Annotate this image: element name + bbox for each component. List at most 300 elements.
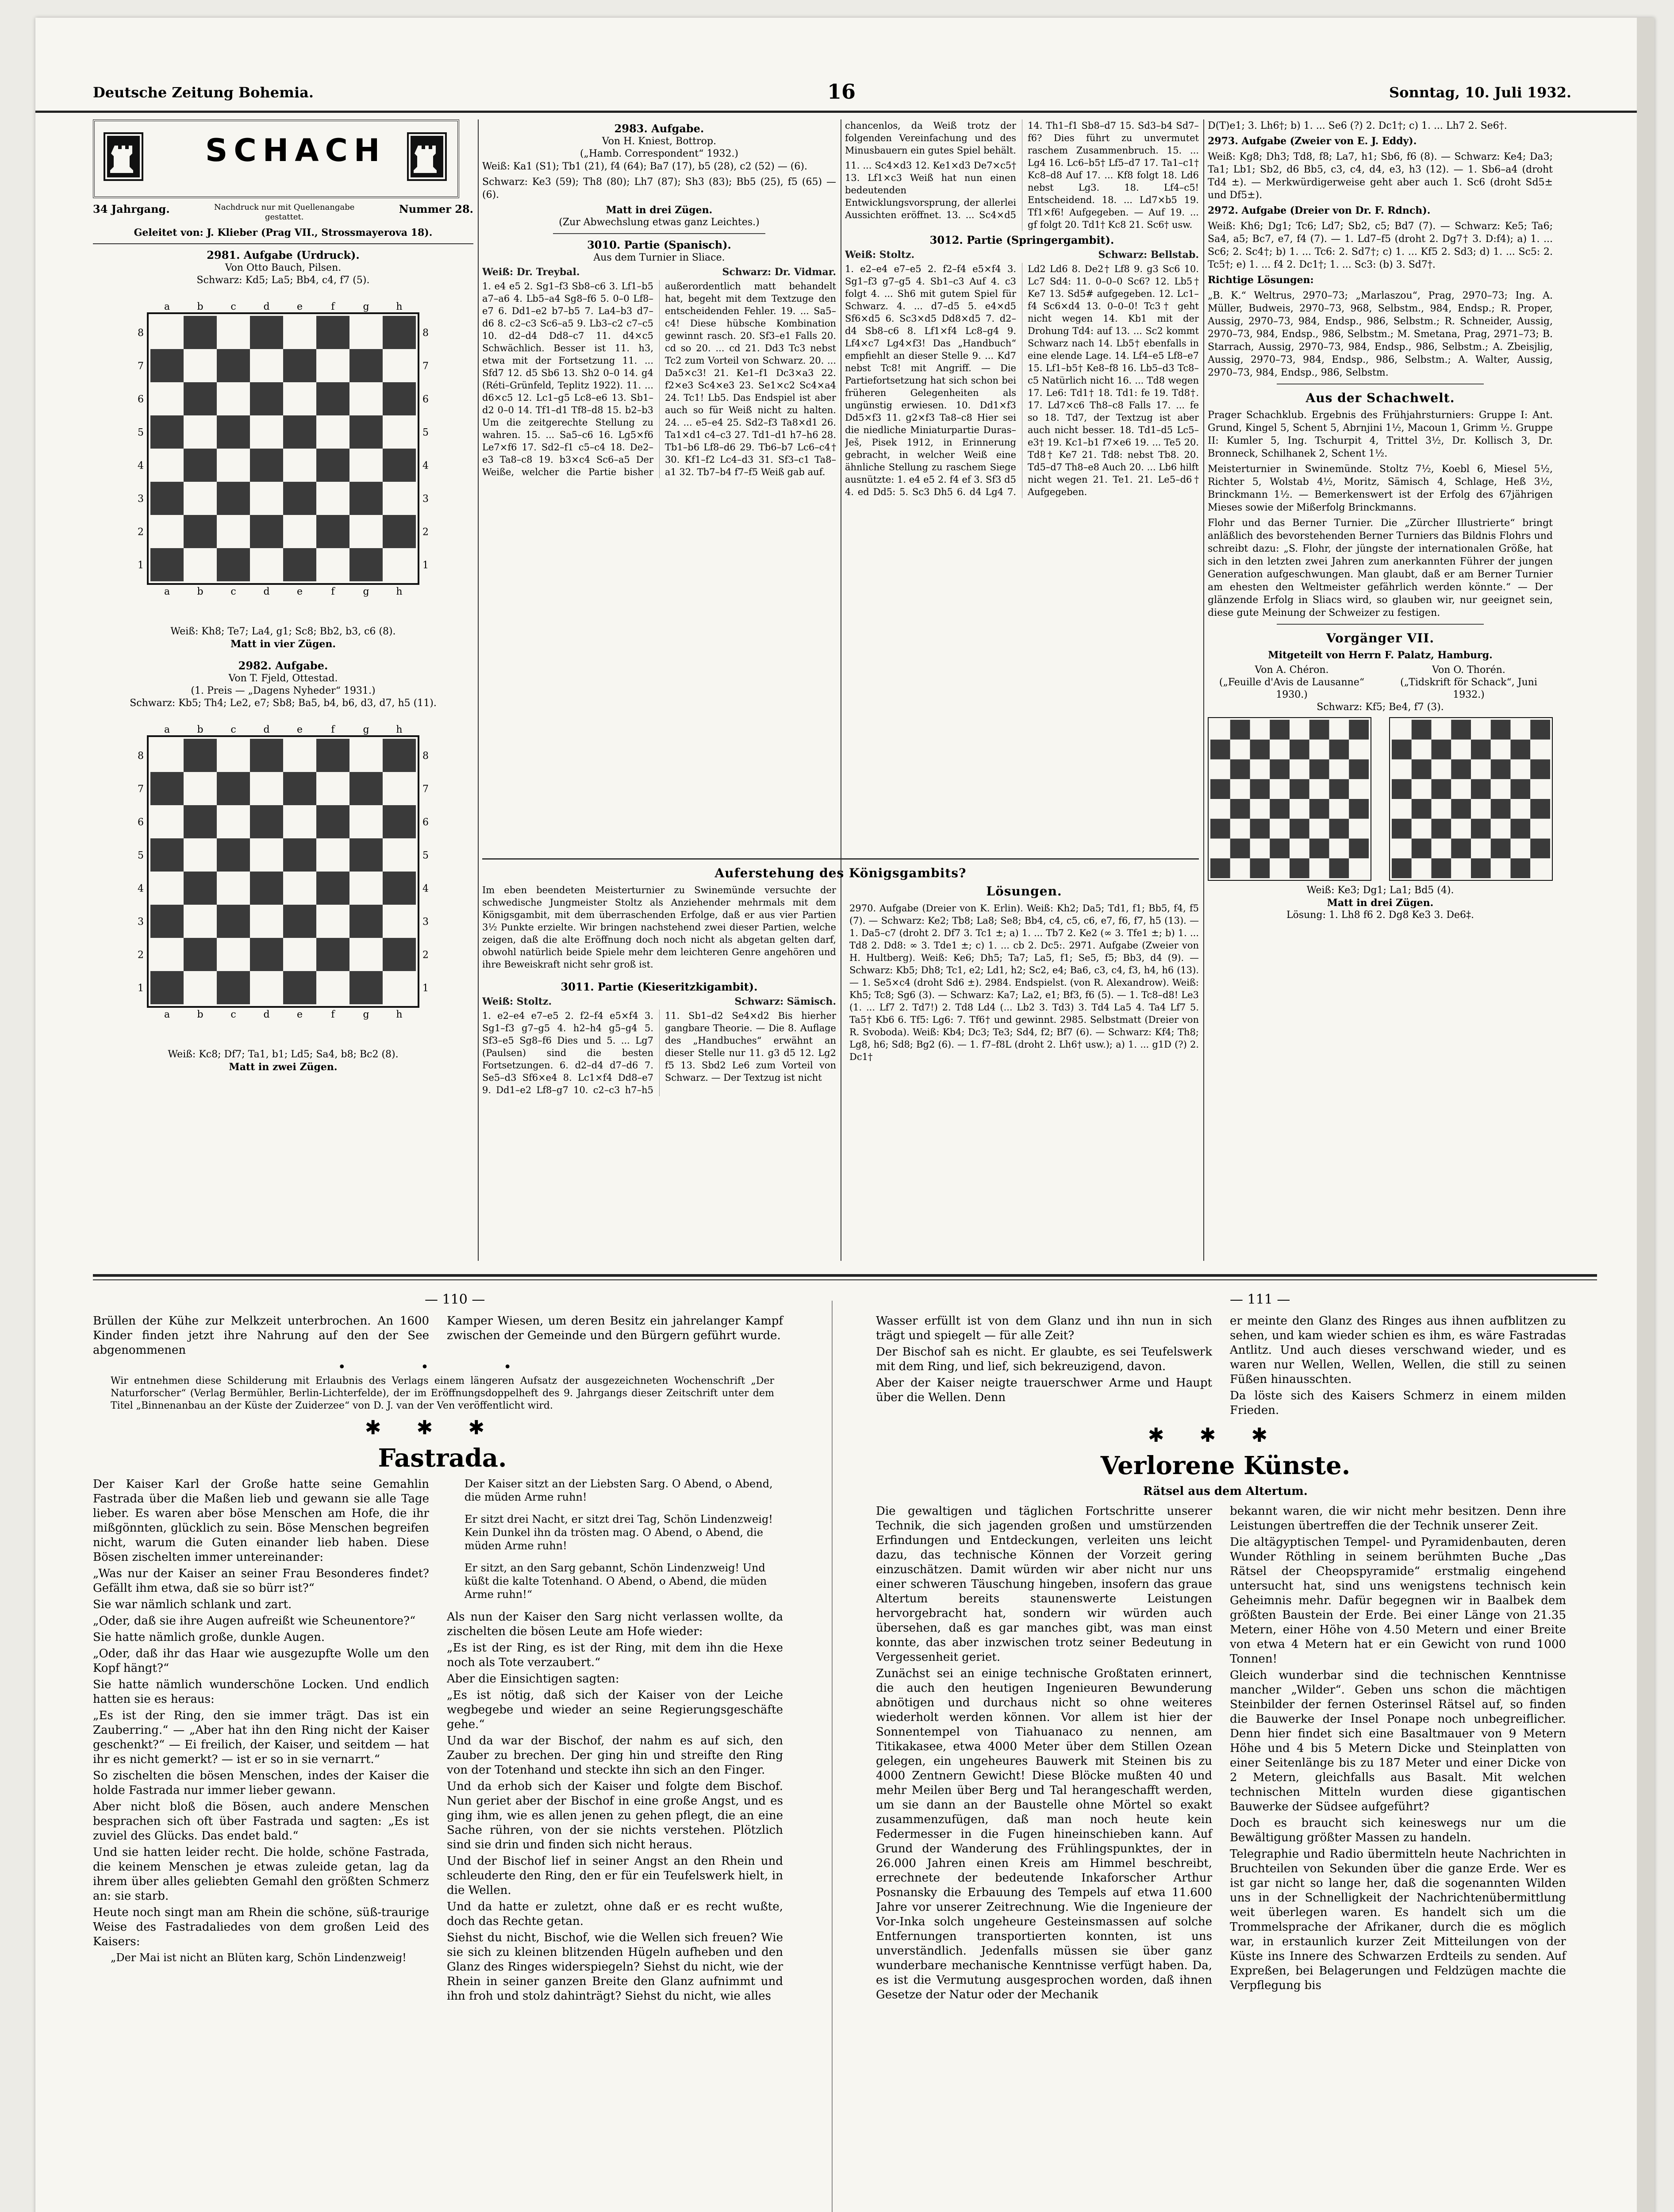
story-paragraph: Und da erhob sich der Kaiser und folgte dem Bischof. Nun geriet aber der Bischof in eine große Angst, und es ging ihm, wie es allen jenen zu gehen pflegt, die an eine Sache rühren, von der sie nichts verstehen. Plötzlich sind sie drin und finden sich nicht heraus. [447, 1780, 783, 1851]
board-rank-label: 3 [422, 916, 429, 928]
story-paragraph: „Es ist nötig, daß sich der Kaiser von der Leiche wegbegebe und wieder an seine Regierungsgeschäfte gehe.“ [447, 1689, 783, 1731]
solution-continuation: D(T)e1; 3. Lh6†; b) 1. ... Se6 (?) 2. Dc1†; c) 1. ... Lh7 2. Se6†. [1208, 120, 1507, 131]
board-square [1210, 779, 1230, 799]
board-square [349, 515, 383, 548]
board-square [1290, 760, 1309, 780]
vorgaenger-source: Mitgeteilt von Herrn F. Palatz, Hamburg. [1268, 649, 1493, 661]
board-square [184, 805, 217, 838]
board-square [1491, 839, 1511, 859]
board-square [1210, 740, 1230, 760]
board-square [1471, 720, 1491, 740]
board-square [1270, 839, 1290, 859]
problem-white: Weiß: Kh8; Te7; La4, g1; Sc8; Bb2, b3, c6 (8). [170, 626, 396, 637]
board-square [316, 905, 349, 938]
board-square [1230, 819, 1250, 839]
board-file-label: f [331, 724, 335, 735]
board-square [184, 739, 217, 772]
board-rank-label: 2 [138, 949, 144, 961]
news-item: Meisterturnier in Swinemünde. Stoltz 7½, Koebl 6, Miesel 5½, Richter 5, Wolstab 4½, Moritz, Sämisch 4, Schlage, Heß 3½, Brinckmann 1½. — Bemerkenswert ist der Erfolg des 67jährigen Mieses sowie der Mißerfolg Brinckmanns. [1208, 464, 1553, 513]
board-file-label: a [164, 1009, 170, 1020]
article-title: Verlorene Künste. [1100, 1451, 1351, 1480]
column-rule [1203, 119, 1204, 1261]
board-square [1530, 858, 1550, 878]
board-square [1432, 740, 1451, 760]
board-square [250, 838, 283, 872]
board-square [383, 515, 416, 548]
verse: „Der Mai ist nicht an Blüten karg, Schön Lindenzweig! [111, 1951, 407, 1964]
board-square [1471, 819, 1491, 839]
board-square [1250, 740, 1270, 760]
board-square [217, 548, 250, 581]
board-square [283, 382, 316, 415]
article-paragraph: Die gewaltigen und täglichen Fortschritte unserer Technik, die sich jagenden großen und umstürzenden Erfindungen und Entdeckungen, verleiten uns leicht dazu, das technische Können der Vorzeit gering einzuschätzen. Damit würden wir aber nicht nur uns einer schweren Täuschung hingeben, insofern das graue Altertum bereits staunenswerte Leistungen hervorgebracht hat, sondern wir würden auch übersehen, daß es gar manches gibt, was man einst konnte, das aber inzwischen trotz seiner Bedeutung in Vergessenheit geriet. [876, 1505, 1212, 1664]
board-rank-label: 4 [138, 883, 144, 895]
story-paragraph: Heute noch singt man am Rhein die schöne, süß-traurige Weise des Fastradaliedes von dem großen Leid des Kaisers: [93, 1906, 429, 1948]
article-paragraph: bekannt waren, die wir nicht mehr besitzen. Denn ihre Leistungen übertreffen die der Technik unserer Zeit. [1230, 1505, 1566, 1532]
board-square [217, 482, 250, 515]
board-square [316, 449, 349, 482]
board-square [1290, 799, 1309, 819]
board-square [1270, 819, 1290, 839]
board-square [1290, 720, 1309, 740]
board-square [1392, 839, 1412, 859]
board-square [283, 805, 316, 838]
story-paragraph: er meinte den Glanz des Ringes aus ihnen aufblitzen zu sehen, und kam wieder schien es ihm, es wäre Fastradas Antlitz. Und auch dieses verschwand wieder, und es waren nur Wellen, Wellen, Wellen, die still zu seinen Füßen hinausschten. [1230, 1314, 1566, 1386]
story-paragraph: Wasser erfüllt ist von dem Glanz und ihn nun in sich trägt und spiegelt — für alle Zeit? [876, 1314, 1212, 1342]
board-rank-label: 7 [422, 783, 429, 795]
board-square [1230, 799, 1250, 819]
board-rank-label: 6 [138, 394, 144, 405]
section-divider [93, 1274, 1597, 1277]
chess-board-2982 [133, 717, 434, 1044]
board-square [349, 838, 383, 872]
section-intro: Im eben beendeten Meisterturnier zu Swinemünde versuchte der schwedische Jungmeister Stoltz als Anziehender mehrmals mit dem Königsgambit, mit dem überraschenden Erfolge, daß er aus vier Partien 3½ Punkte erzielte. Wir bringen nachstehend zwei dieser Partien, welche zeigen, daß die alte Eröffnung doch noch nicht als abgetan gelten darf, obwohl natürlich beide Spiele mehr dem leichteren Genre angehören und ihre Beweiskraft nicht sehr groß ist. [482, 885, 836, 970]
feuilleton-right [876, 1314, 1575, 2212]
board-file-label: b [197, 1009, 203, 1020]
board-file-label: g [363, 724, 369, 735]
solvers-list: „B. K.“ Weltrus, 2970–73; „Marlaszou“, Prag, 2970–73; Ing. A. Müller, Budweis, 2970–73, 968, Selbstm., 984, Endsp.; R. Proper, Aussig, 2970–73, 984, Endsp., 986, Selbstm.; R. Schneider, Aussig, 2970–73, 984, Endsp., 986, Selbstm.; M. Smetana, Prag, 2971–73; B. Starrach, Aussig, 2970–73, 984, Endsp., 986, Selbstm.; A. Zbeisjlig, Aussig, 2970–73, 984, Endsp., 986, Selbstm.; A. Walter, Aussig, 2970–73, 984, Endsp., 986, Selbstm. [1208, 290, 1553, 378]
board-square [1270, 760, 1290, 780]
board-square [1250, 760, 1270, 780]
board-square [1412, 819, 1432, 839]
text-fragment: Brüllen der Kühe zur Melkzeit unterbrochen. An 1600 Kinder finden jetzt ihre Nahrung auf den der See abgenommenen [93, 1314, 429, 1357]
board-square [283, 482, 316, 515]
board-square [184, 938, 217, 971]
story-paragraph: Als nun der Kaiser den Sarg nicht verlassen wollte, da zischelten die bösen Leute am Hofe wieder: [447, 1610, 783, 1638]
board-square [1230, 858, 1250, 878]
chess-board-vorgaenger-right [1389, 717, 1553, 881]
board-square [1329, 858, 1349, 878]
board-square [184, 872, 217, 905]
board-square [250, 548, 283, 581]
board-square [316, 415, 349, 449]
news-item: Prager Schachklub. Ergebnis des Frühjahrsturniers: Gruppe I: Ant. Grund, Kingel 5, Schent 5, Abrnjini 1½, Macoun 1, Grimm ½. Gruppe II: Kumler 5, Ing. Tschurpit 4, Trittel 3½, Dr. Kollisch 3, Dr. Bronneck, Schilhanek 2, Schent 1½. [1208, 410, 1553, 459]
board-square [1471, 740, 1491, 760]
board-file-label: e [296, 1009, 303, 1020]
board-square [1432, 760, 1451, 780]
problem-title: 2982. Aufgabe. [238, 659, 328, 672]
board-square [250, 971, 283, 1004]
board-square [150, 415, 184, 449]
vorgaenger-author: Von A. Chéron. [1255, 664, 1329, 676]
problem-note: (Zur Abwechslung etwas ganz Leichtes.) [559, 217, 760, 228]
board-square [1491, 858, 1511, 878]
board-square [217, 905, 250, 938]
board-square [1451, 839, 1471, 859]
board-square [184, 449, 217, 482]
story-paragraph: Sie hatte nämlich wunderschöne Locken. Und endlich hatten sie es heraus: [93, 1678, 429, 1706]
board-square [1451, 819, 1471, 839]
story-paragraph: Und der Bischof lief in seiner Angst an den Rhein und schleuderte den Ring, den er für ein Teufelswerk hielt, in die Wellen. [447, 1855, 783, 1897]
section-heading: Vorgänger VII. [1326, 631, 1435, 645]
story-paragraph: Aber nicht bloß die Bösen, auch andere Menschen besprachen sich oft über Fastrada und sagten: „Es ist zuviel des Glücks. Das endet bald.“ [93, 1800, 429, 1843]
board-square [217, 515, 250, 548]
board-square [1412, 720, 1432, 740]
story-title: Fastrada. [378, 1444, 507, 1473]
page-number: 16 [827, 80, 856, 104]
board-square [316, 739, 349, 772]
board-rank-label: 1 [422, 560, 429, 571]
article-column [876, 1504, 1212, 2004]
board-square [316, 349, 349, 382]
board-file-label: f [331, 1009, 335, 1020]
board-square [1432, 819, 1451, 839]
story-paragraph: Aber der Kaiser neigte trauerschwer Arme und Haupt über die Wellen. Denn [876, 1376, 1212, 1404]
article-column [1230, 1504, 1566, 2004]
board-square [217, 349, 250, 382]
board-square [349, 938, 383, 971]
vorgaenger-author: Von O. Thorén. [1432, 664, 1505, 676]
problem-black: Schwarz: Ke3 (59); Th8 (80); Lh7 (87); Sh3 (83); Bb5 (25), f5 (65) — (6). [482, 177, 836, 200]
board-square [383, 905, 416, 938]
board-square [184, 971, 217, 1004]
board-square [150, 515, 184, 548]
problem-solution: Lösung: 1. Lh8 f6 2. Dg8 Ke3 3. De6‡. [1286, 910, 1474, 921]
solution-title: 2973. Aufgabe (Zweier von E. J. Eddy). [1208, 135, 1417, 147]
board-square [316, 805, 349, 838]
board-rank-label: 8 [138, 327, 144, 339]
board-square [250, 482, 283, 515]
problem-white: Weiß: Ka1 (S1); Tb1 (21), f4 (64); Ba7 (17), b5 (28), c2 (52) — (6). [482, 161, 808, 172]
problem-source: („Hamb. Correspondent“ 1932.) [580, 148, 739, 159]
board-square [1451, 799, 1471, 819]
board-rank-label: 8 [422, 750, 429, 762]
board-square [1210, 760, 1230, 780]
board-square [1412, 858, 1432, 878]
board-square [150, 548, 184, 581]
problem-task: Matt in drei Zügen. [606, 204, 713, 216]
board-square [1329, 720, 1349, 740]
board-square [1451, 740, 1471, 760]
board-rank-label: 7 [138, 783, 144, 795]
board-file-label: e [296, 724, 303, 735]
board-square [1491, 819, 1511, 839]
board-square [1309, 760, 1329, 780]
game-black: Schwarz: Dr. Vidmar. [722, 266, 836, 278]
board-square [316, 548, 349, 581]
board-square [250, 938, 283, 971]
board-square [184, 772, 217, 805]
board-square [349, 872, 383, 905]
story-paragraph: Sie hatte nämlich große, dunkle Augen. [93, 1631, 325, 1644]
board-file-label: b [197, 724, 203, 735]
board-square [1329, 819, 1349, 839]
problem-author: Von H. Kniest, Bottrop. [602, 136, 717, 147]
board-square [1329, 839, 1349, 859]
board-square [383, 349, 416, 382]
board-square [1530, 799, 1550, 819]
board-square [250, 805, 283, 838]
board-square [184, 382, 217, 415]
board-square [316, 772, 349, 805]
board-square [1210, 799, 1230, 819]
board-square [1451, 760, 1471, 780]
board-square [1432, 839, 1451, 859]
game-players [482, 995, 836, 1008]
board-square [1392, 858, 1412, 878]
page-gutter [832, 1301, 833, 2212]
board-square [383, 316, 416, 349]
board-file-label: d [263, 1009, 270, 1020]
board-square [383, 548, 416, 581]
board-square [1392, 819, 1412, 839]
board-square [1230, 760, 1250, 780]
section-heading: Auferstehung des Königsgambits? [714, 866, 967, 880]
game-title: 3012. Partie (Springergambit). [929, 234, 1114, 246]
story-paragraph: Und da hatte er zuletzt, ohne daß er es recht wußte, doch das Rechte getan. [447, 1900, 783, 1928]
board-file-label: c [230, 1009, 236, 1020]
board-square [217, 805, 250, 838]
board-rank-label: 3 [422, 493, 429, 505]
problem-author: Von T. Fjeld, Ottestad. [228, 673, 338, 684]
board-square [150, 838, 184, 872]
board-square [1329, 779, 1349, 799]
game-intro: chancenlos, da Weiß trotz der folgenden Vereinfachung und des Minusbauern ein gutes Spiel behält. [845, 120, 1016, 156]
board-square [184, 515, 217, 548]
vorgaenger-authors [1208, 664, 1553, 701]
board-square [250, 772, 283, 805]
board-file-label: f [331, 586, 335, 597]
board-rank-label: 2 [138, 526, 144, 538]
article-paragraph: Doch es braucht sich keineswegs nur um die Bewältigung größter Massen zu handeln. [1230, 1816, 1566, 1844]
board-square [1412, 799, 1432, 819]
board-rank-label: 1 [138, 560, 144, 571]
page-header [35, 18, 1655, 113]
board-square [250, 905, 283, 938]
board-square [1511, 858, 1531, 878]
board-file-label: b [197, 586, 203, 597]
vorgaenger-source: („Feuille d'Avis de Lausanne“ 1930.) [1219, 677, 1365, 700]
board-square [316, 838, 349, 872]
story-paragraph: „Es ist der Ring, es ist der Ring, mit dem ihn die Hexe noch als Tote verzaubert.“ [447, 1641, 783, 1669]
board-rank-label: 4 [422, 883, 429, 895]
board-square [1491, 760, 1511, 780]
board-square [349, 415, 383, 449]
board-square [1290, 740, 1309, 760]
board-file-label: h [396, 1009, 403, 1020]
board-square [1250, 819, 1270, 839]
solution-title: 2972. Aufgabe (Dreier von Dr. F. Rdnch). [1208, 205, 1431, 216]
board-square [1412, 760, 1432, 780]
board-rank-label: 2 [422, 949, 429, 961]
board-square [184, 349, 217, 382]
board-file-label: c [230, 586, 236, 597]
board-square [217, 382, 250, 415]
game-title: 3010. Partie (Spanisch). [587, 238, 731, 251]
board-square [250, 872, 283, 905]
board-square [383, 415, 416, 449]
board-square [383, 971, 416, 1004]
board-square [383, 838, 416, 872]
board-square [1349, 858, 1369, 878]
board-square [1329, 760, 1349, 780]
board-square [316, 316, 349, 349]
board-square [1270, 779, 1290, 799]
board-square [1491, 799, 1511, 819]
board-square [1392, 760, 1412, 780]
ornament: ✱✱✱ [365, 1417, 520, 1439]
board-square [1309, 720, 1329, 740]
text-fragment: Kamper Wiesen, um deren Besitz ein jahrelanger Kampf zwischen der Gemeinde und den Bürgern geführt wurde. [447, 1314, 783, 1342]
board-rank-label: 6 [138, 817, 144, 828]
board-square [349, 905, 383, 938]
problem-white: Weiß: Ke3; Dg1; La1; Bd5 (4). [1306, 885, 1454, 896]
schach-title: SCHACH [205, 132, 386, 169]
board-square [283, 872, 316, 905]
board-square [349, 316, 383, 349]
board-square [1230, 740, 1250, 760]
board-square [1471, 839, 1491, 859]
board-square [349, 805, 383, 838]
problem-black: Schwarz: Kf5; Be4, f7 (3). [1317, 702, 1444, 713]
column-rule [478, 119, 479, 1261]
board-square [1412, 839, 1432, 859]
news-item: Flohr und das Berner Turnier. Die „Zürcher Illustrierte“ bringt anläßlich des bevorstehenden Berner Turniers das Bildnis Flohrs und schreibt dazu: „S. Flohr, der jüngste der internationalen Größe, hat sich in den letzten zwei Jahren zum anerkannten Führer der jungen Generation aufgeschwungen. Man glaubt, daß er am Berner Turnier am ehesten den Weltmeister gefährlich werden könnte.“ — Der glänzende Erfolg in Sliacs wird, so glauben wir, nur geeignet sein, diese gute Meinung der Schweizer zu festigen. [1208, 518, 1553, 618]
board-rank-label: 5 [422, 850, 429, 861]
board-square [316, 971, 349, 1004]
ornament: ✱✱✱ [1148, 1424, 1303, 1447]
board-square [184, 838, 217, 872]
chess-board-vorgaenger-left [1208, 717, 1371, 881]
source-note: Wir entnehmen diese Schilderung mit Erlaubnis des Verlags einem längeren Aufsatz der ausgezeichneten Wochenschrift „Der Naturforscher“ (Verlag Bermühler, Berlin-Lichterfelde), der im Eröffnungsdoppelheft des 9. Jahrgangs dieser Zeitschrift unter dem Titel „Binnenanbau an der Küste der Zuiderzee“ von D. J. van der Ven veröffentlicht wird. [111, 1375, 774, 1411]
rook-icon [407, 132, 447, 181]
board-square [349, 449, 383, 482]
board-square [1432, 799, 1451, 819]
board-square [1230, 779, 1250, 799]
board-file-label: c [230, 301, 236, 312]
game-black: Schwarz: Sämisch. [734, 996, 836, 1007]
article-paragraph: Zunächst sei an einige technische Großtaten erinnert, die auch den heutigen Ingenieuren Bewunderung abnötigen und durchaus nicht so ohne weiteres wiederholt werden können. Vor allem ist hier der Sonnentempel von Tiahuanaco zu nennen, am Titikakasee, etwa 4000 Meter über dem Stillen Ozean gelegen, ein ungeheures Bauwerk mit Steinen bis zu 4000 Zentnern Gewicht! Diese Blöcke mußten 40 und mehr Meilen über Berg und Tal herangeschafft werden, um sie dann an der Baustelle ohne Mörtel so exakt zusammenzufügen, daß man noch heute kein Federmesser in die Fugen hineinschieben kann. Auf Grund der Wanderung des Frühlingspunktes, der in 26.000 Jahren einen Kreis am Himmel beschreibt, errechnete der bedeutende Inkaforscher Arthur Posnansky die Erbauung des Tempels auf etwa 11.600 Jahre vor unserer Zeitrechnung. Wie die Ingenieure der Vor-Inka solch ungeheure Gesteinsmassen auf solche Entfernungen transportierten konnten, ist uns unverständlich. Jedenfalls müssen sie über ganz wunderbare mechanische Kenntnisse verfügt haben. Da, es ist die Vermutung ausgesprochen worden, daß ihnen Gesetze der Natur oder der Mechanik [876, 1667, 1212, 2001]
board-square [383, 805, 416, 838]
board-square [1250, 799, 1270, 819]
board-square [349, 772, 383, 805]
board-square [316, 872, 349, 905]
game-players [482, 266, 836, 278]
board-square [1349, 819, 1369, 839]
board-file-label: h [396, 724, 403, 735]
board-square [283, 971, 316, 1004]
story-paragraph: „Es ist der Ring, den sie immer trägt. Das ist ein Zauberring.“ — „Aber hat ihn den Ring nicht der Kaiser geschenkt?“ — Ei freilich, der Kaiser, und seitdem — hat ihr es nicht gemerkt? — ist er so in sie vernarrt.“ [93, 1709, 429, 1766]
board-rank-label: 3 [138, 916, 144, 928]
board-square [1270, 799, 1290, 819]
board-rank-label: 1 [138, 983, 144, 994]
board-rank-label: 6 [422, 394, 429, 405]
rook-icon [104, 132, 143, 181]
solvers-heading: Richtige Lösungen: [1208, 274, 1314, 286]
board-square [316, 482, 349, 515]
story-paragraph: Sie war nämlich schlank und zart. [93, 1598, 292, 1611]
board-square [283, 905, 316, 938]
board-square [1349, 779, 1369, 799]
board-square [1471, 858, 1491, 878]
board-square [1230, 839, 1250, 859]
board-square [1329, 799, 1349, 819]
feuilleton-left [93, 1314, 792, 2212]
board-square [150, 805, 184, 838]
board-square [1309, 819, 1329, 839]
section-heading: Lösungen. [986, 884, 1062, 899]
board-square [1349, 760, 1369, 780]
story-paragraph: Da löste sich des Kaisers Schmerz in einem milden Frieden. [1230, 1389, 1566, 1417]
chess-column-1 [93, 119, 473, 1261]
board-square [1250, 858, 1270, 878]
story-column [447, 1477, 783, 2005]
board-square [383, 739, 416, 772]
board-square [1451, 779, 1471, 799]
board-square [150, 872, 184, 905]
board-square [1230, 720, 1250, 740]
board-square [184, 905, 217, 938]
board-file-label: f [331, 301, 335, 312]
story-paragraph: Der Bischof sah es nicht. Er glaubte, es sei Teufelswerk mit dem Ring, und lief, sich bekreuzigend, davon. [876, 1345, 1212, 1373]
board-square [1530, 779, 1550, 799]
board-square [1270, 720, 1290, 740]
board-file-label: a [164, 586, 170, 597]
problem-author: Von Otto Bauch, Pilsen. [225, 262, 342, 273]
story-paragraph: So zischelten die bösen Menschen, indes der Kaiser die holde Fastrada nur immer lieber gewann. [93, 1769, 429, 1797]
board-square [184, 482, 217, 515]
board-square [1511, 779, 1531, 799]
board-square [1349, 740, 1369, 760]
board-square [1530, 740, 1550, 760]
story-paragraph: Und da war der Bischof, der nahm es auf sich, den Zauber zu brechen. Der ging hin und streifte den Ring von der Totenhand und steckte ihn sich an den Finger. [447, 1734, 783, 1777]
board-file-label: h [396, 586, 403, 597]
verse: Der Kaiser sitzt an der Liebsten Sarg. O Abend, o Abend, die müden Arme ruhn! [465, 1478, 773, 1503]
board-square [217, 938, 250, 971]
newspaper-page [35, 18, 1655, 2212]
board-square [1491, 720, 1511, 740]
board-square [1432, 858, 1451, 878]
board-square [1210, 819, 1230, 839]
board-square [1309, 740, 1329, 760]
board-square [1471, 760, 1491, 780]
chess-board-2981 [133, 294, 434, 621]
board-square [1432, 779, 1451, 799]
board-file-label: a [164, 301, 170, 312]
section-heading: Aus der Schachwelt. [1305, 391, 1455, 405]
board-square [250, 382, 283, 415]
board-square [1270, 740, 1290, 760]
board-square [1511, 760, 1531, 780]
board-rank-label: 5 [138, 850, 144, 861]
board-rank-label: 4 [422, 460, 429, 472]
board-square [283, 938, 316, 971]
board-square [1290, 858, 1309, 878]
board-rank-label: 6 [422, 817, 429, 828]
board-square [383, 382, 416, 415]
game-moves: 1. e4 e5 2. Sg1–f3 Sb8–c6 3. Lf1–b5 a7–a6 4. Lb5–a4 Sg8–f6 5. 0–0 Lf8–e7 6. Dd1–e2 b7–b5 7. La4–b3 d7–d6 8. c2–c3 Sc6–a5 9. Lb3–c2 c7–c5 10. d2–d4 Dd8–c7 11. d4×c5 Schwächlich. Besser ist 11. h3, etwa mit der Fortsetzung 11. ... Sfd7 12. d5 Sb6 13. Sh2 0–0 14. g4 (Réti–Grünfeld, Teplitz 1922). 11. ... d6×c5 12. Lc1–g5 Lc8–e6 13. Sb1–d2 0–0 14. Tf1–d1 Tf8–d8 15. b2–b3 Um die zeitgerechte Stellung zu wahren. 15. ... Sa5–c6 16. Lg5×f6 Le7×f6 17. Sd2–f1 c5–c4 18. De2–e3 Ta8–c8 19. b3×c4 Sc6–a5 Der Weiße, welcher die Partie bisher außerordentlich matt behandelt hat, begeht mit dem Textzuge den entscheidenden Fehler. 19. ... Sa5–c4! Diese hübsche Kombination gewinnt rasch. 20. Sf3–e1 Falls 20. cd so 20. ... cd 21. Dd3 Tc3 nebst Tc2 zum Vorteil von Schwarz. 20. ... Da5×c3! 21. Ke1–f1 Dc3×a3 22. f2×e3 Sc4×e3 23. Se1×c2 Sc4×a4 24. Tc1! Lb5. Das Endspiel ist aber auch so für Weiß nicht zu halten. 24. ... e5–e4 25. Sd2–f3 Ta8×d1 26. Ta1×d1 c4–c3 27. Td1–d1 h7–h6 28. Tb1–b6 Lf8–d6 29. Tb6–b7 Lc6–c4† 30. Kf1–f2 Lc4–d3 31. Sf3–c1 Ta8–a1 32. Tb7–b4 f7–f5 Weiß gab auf. [482, 281, 836, 477]
board-square [1210, 858, 1230, 878]
